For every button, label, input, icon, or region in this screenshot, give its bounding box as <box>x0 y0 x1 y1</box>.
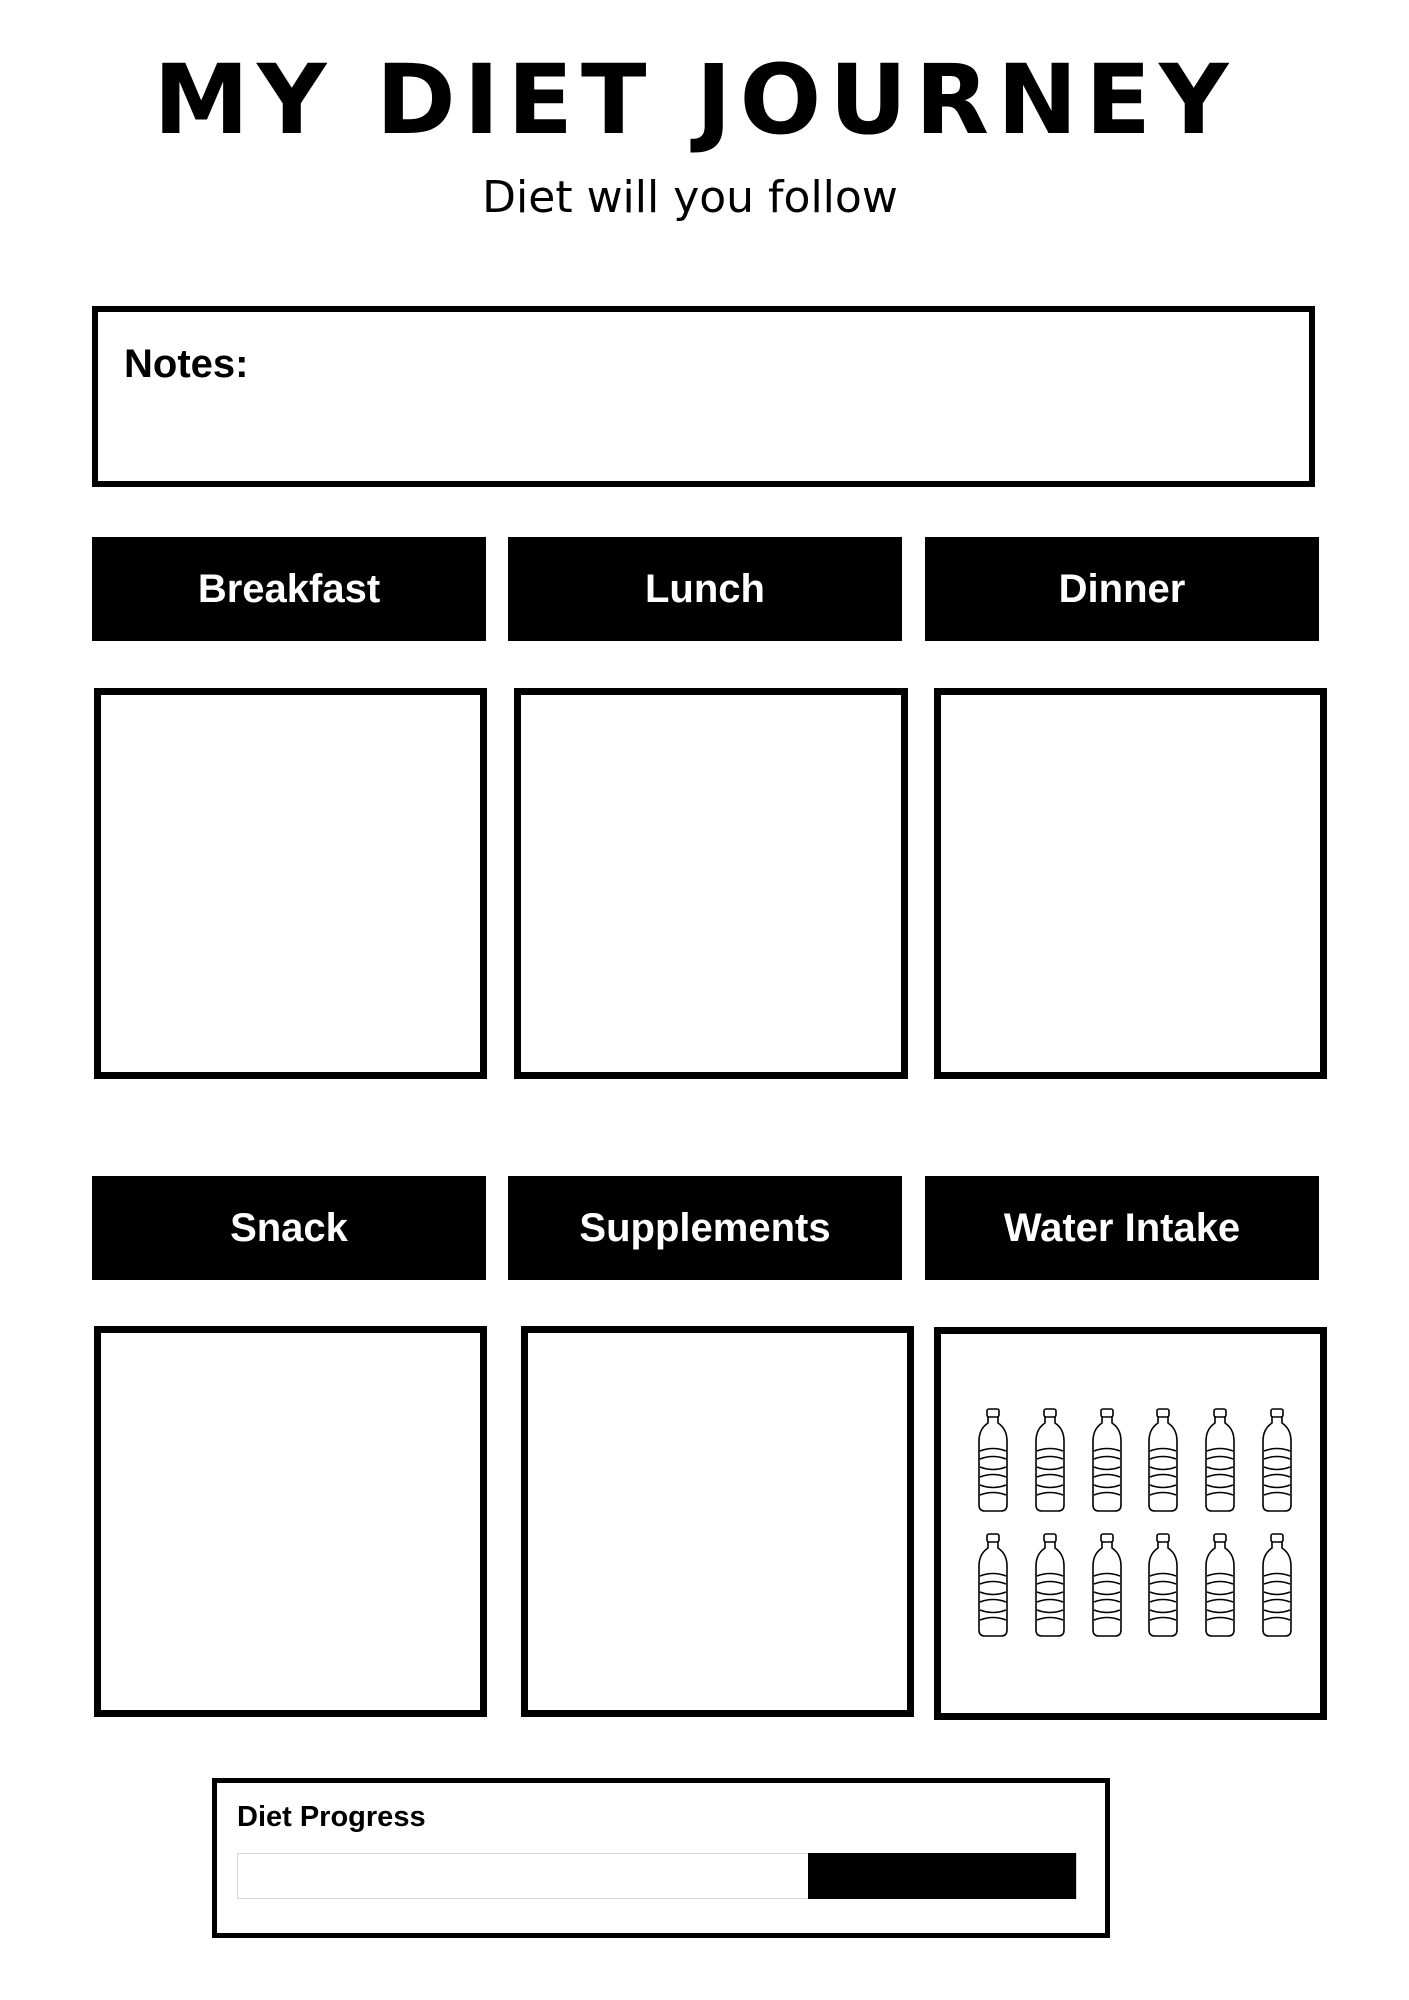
water-bottle-icon[interactable] <box>965 1402 1022 1517</box>
notes-box[interactable] <box>92 306 1315 487</box>
breakfast-box[interactable] <box>94 688 487 1079</box>
page-title: MY DIET JOURNEY <box>153 44 1237 156</box>
water-bottle-icon[interactable] <box>1078 1527 1135 1642</box>
dinner-box[interactable] <box>934 688 1327 1079</box>
diet-progress-bar <box>237 1853 1077 1899</box>
water-bottle-icon[interactable] <box>965 1527 1022 1642</box>
breakfast-header: Breakfast <box>92 537 486 641</box>
water-bottle-grid <box>965 1402 1305 1642</box>
snack-header: Snack <box>92 1176 486 1280</box>
supplements-header: Supplements <box>508 1176 902 1280</box>
snack-box[interactable] <box>94 1326 487 1717</box>
diet-progress-box <box>212 1778 1110 1938</box>
water-bottle-icon[interactable] <box>1192 1402 1249 1517</box>
water-bottle-icon[interactable] <box>1135 1527 1192 1642</box>
lunch-header: Lunch <box>508 537 902 641</box>
water-intake-box <box>934 1327 1327 1720</box>
notes-label: Notes: <box>124 342 249 386</box>
water-bottle-icon[interactable] <box>1135 1402 1192 1517</box>
water-bottle-icon[interactable] <box>1248 1527 1305 1642</box>
diet-progress-fill <box>808 1853 1076 1899</box>
lunch-box[interactable] <box>514 688 908 1079</box>
water-bottle-icon[interactable] <box>1248 1402 1305 1517</box>
water-bottle-icon[interactable] <box>1022 1402 1079 1517</box>
diet-progress-label: Diet Progress <box>237 1801 426 1833</box>
water-bottle-icon[interactable] <box>1022 1527 1079 1642</box>
water-bottle-icon[interactable] <box>1192 1527 1249 1642</box>
water-intake-header: Water Intake <box>925 1176 1319 1280</box>
water-bottle-icon[interactable] <box>1078 1402 1135 1517</box>
dinner-header: Dinner <box>925 537 1319 641</box>
supplements-box[interactable] <box>521 1326 914 1717</box>
page-subtitle: Diet will you follow <box>482 172 898 223</box>
